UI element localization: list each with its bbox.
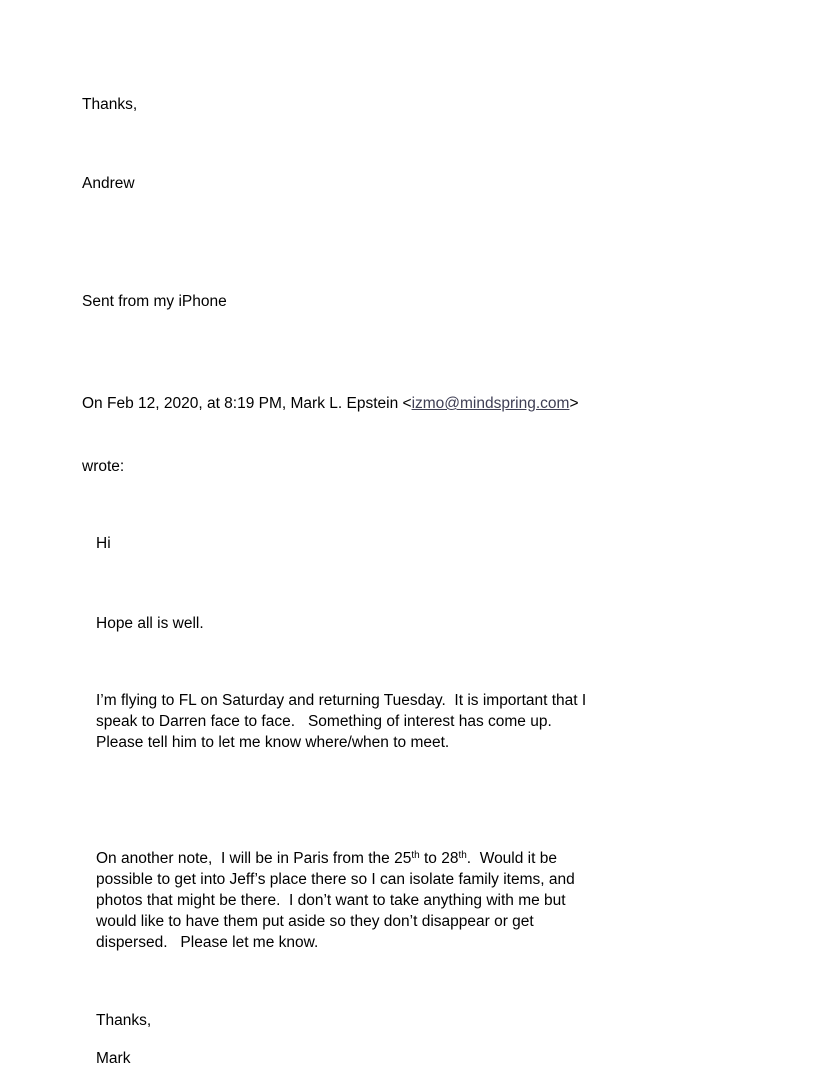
paris-line-2: possible to get into Jeff’s place there so I can isolate family items, and xyxy=(96,871,575,888)
reply-closing: Thanks, xyxy=(82,96,138,113)
paris-line-1-text-b: to 28 xyxy=(419,850,459,867)
email-link[interactable]: izmo@mindspring.com xyxy=(411,395,570,412)
florida-line-1: I’m flying to FL on Saturday and returning Tuesday. It is important that I xyxy=(96,692,587,709)
paris-line-1-text-a: On another note, I will be in Paris from the 25 xyxy=(96,850,412,867)
paris-line-5: dispersed. Please let me know. xyxy=(96,934,319,951)
quote-attribution-suffix: > xyxy=(569,395,579,412)
paris-superscript-th-2: th xyxy=(458,850,467,862)
florida-line-2: speak to Darren face to face. Something of interest has come up. xyxy=(96,713,552,730)
quote-attribution xyxy=(82,351,756,519)
reply-signature: Andrew xyxy=(82,175,135,192)
paris-line-1 xyxy=(96,848,756,869)
quote-attribution-line1 xyxy=(82,393,756,414)
quoted-greeting: Hi xyxy=(96,535,111,552)
quote-attribution-prefix: On Feb 12, 2020, at 8:19 PM, Mark L. Epstein < xyxy=(82,395,412,412)
quote-attribution-line2: wrote: xyxy=(82,458,125,475)
florida-line-3: Please tell him to let me know where/when to meet. xyxy=(96,734,450,751)
quoted-paragraph-paris xyxy=(96,848,756,953)
paris-line-4: would like to have them put aside so they don’t disappear or get xyxy=(96,913,534,930)
paris-superscript-th-1: th xyxy=(411,850,420,862)
sent-from-iphone-signature: Sent from my iPhone xyxy=(82,293,227,310)
quoted-closing: Thanks, xyxy=(96,1012,152,1029)
paris-line-3: photos that might be there. I don’t want to take anything with me but xyxy=(96,892,566,909)
quoted-signature: Mark xyxy=(96,1050,131,1067)
quoted-paragraph-florida xyxy=(96,690,756,753)
paris-line-1-text-c: . Would it be xyxy=(466,850,557,867)
quoted-wellness-line: Hope all is well. xyxy=(96,615,204,632)
quoted-message xyxy=(96,533,756,1069)
